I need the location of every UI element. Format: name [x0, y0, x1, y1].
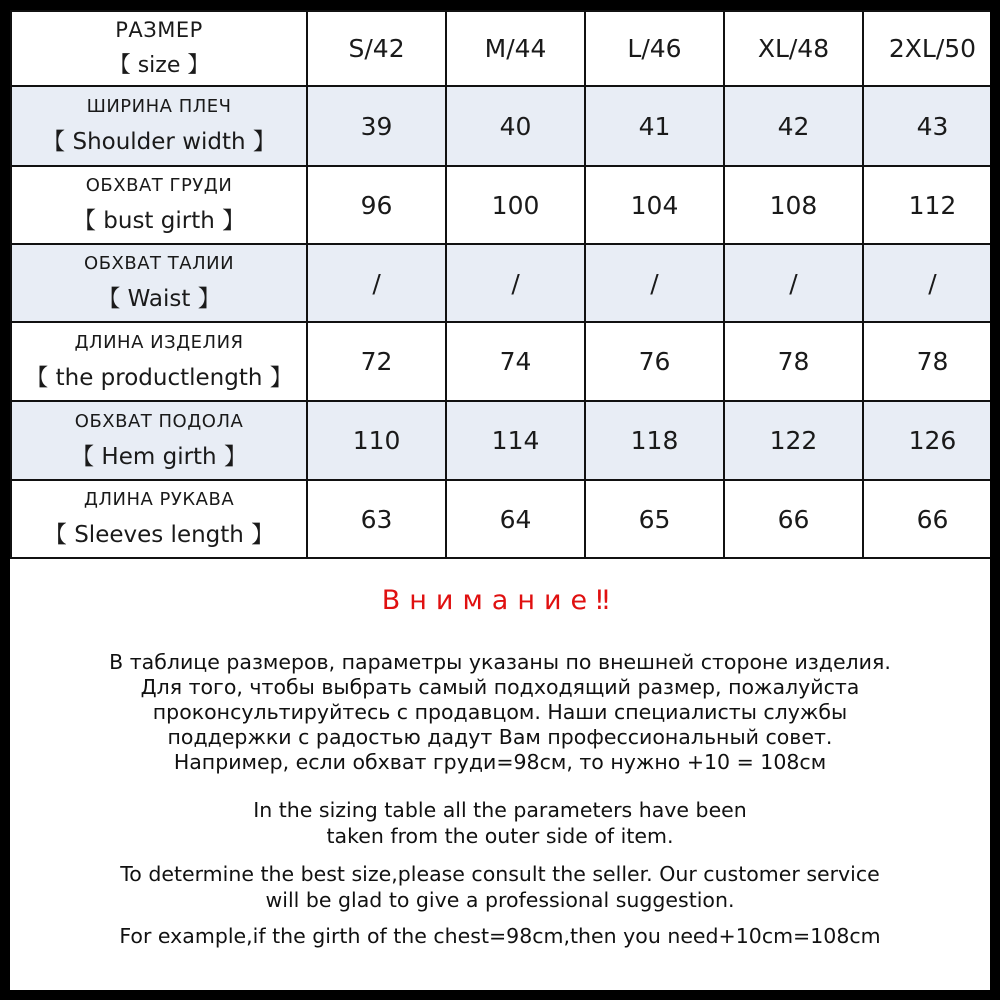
table-cell: 65 [585, 480, 724, 558]
notice-text-ru [10, 650, 990, 775]
row-label-ru: ШИРИНА ПЛЕЧ [86, 96, 232, 117]
notice-line: проконсультируйтесь с продавцом. Наши специалисты службы [152, 700, 848, 724]
size-label-ru: РАЗМЕР [115, 18, 203, 42]
table-cell: 96 [307, 166, 446, 244]
table-cell: 66 [863, 480, 990, 558]
notice-line: To determine the best size,please consult the seller. Our customer service [120, 862, 880, 886]
row-label [11, 166, 307, 244]
table-row [11, 166, 990, 244]
table-header-row [11, 11, 990, 86]
table-cell: 78 [863, 322, 990, 401]
notice-line: В таблице размеров, параметры указаны по внешней стороне изделия. [109, 650, 891, 674]
table-cell: 78 [724, 322, 863, 401]
table-row [11, 401, 990, 480]
row-label-ru: ОБХВАТ ТАЛИИ [84, 253, 235, 274]
notice-line: Например, если обхват груди=98см, то нужно +10 = 108см [173, 750, 827, 774]
row-label [11, 86, 307, 166]
table-cell: 64 [446, 480, 585, 558]
row-label-ru: ОБХВАТ ПОДОЛА [74, 410, 244, 432]
notice-line: Для того, чтобы выбрать самый подходящий размер, пожалуйста [140, 675, 860, 699]
notice-line: For example,if the girth of the chest=98cm,then you need+10cm=108cm [119, 924, 881, 948]
size-col-header: S/42 [307, 11, 446, 86]
table-cell: 112 [863, 166, 990, 244]
table-cell: 42 [724, 86, 863, 166]
size-col-header: M/44 [446, 11, 585, 86]
row-label [11, 244, 307, 322]
table-cell: 122 [724, 401, 863, 480]
row-label [11, 322, 307, 401]
size-col-header: L/46 [585, 11, 724, 86]
row-label-ru: ДЛИНА РУКАВА [83, 489, 235, 510]
table-cell: / [446, 244, 585, 322]
notice-line: In the sizing table all the parameters have been [253, 798, 747, 822]
table-cell: / [585, 244, 724, 322]
table-cell: 41 [585, 86, 724, 166]
size-table [10, 10, 990, 559]
table-row [11, 86, 990, 166]
table-cell: / [307, 244, 446, 322]
table-cell: 126 [863, 401, 990, 480]
row-label-en: 【 Waist 】 [97, 286, 221, 312]
row-label-en: 【 Shoulder width 】 [42, 129, 276, 155]
size-col-header: 2XL/50 [863, 11, 990, 86]
table-cell: 118 [585, 401, 724, 480]
row-label-en: 【 the productlength 】 [25, 364, 293, 391]
table-row [11, 322, 990, 401]
table-cell: 40 [446, 86, 585, 166]
table-cell: / [724, 244, 863, 322]
row-label [11, 401, 307, 480]
size-label-en: 【 size 】 [108, 53, 210, 78]
table-cell: 108 [724, 166, 863, 244]
row-label-en: 【 bust girth 】 [72, 208, 246, 234]
row-label-en: 【 Hem girth 】 [71, 443, 247, 470]
table-cell: 104 [585, 166, 724, 244]
table-cell: 63 [307, 480, 446, 558]
table-row [11, 480, 990, 558]
attention-title: Внимание‼ [381, 585, 619, 616]
table-cell: 114 [446, 401, 585, 480]
size-header-cell [11, 11, 307, 86]
row-label-ru: ОБХВАТ ГРУДИ [85, 175, 233, 196]
table-cell: 76 [585, 322, 724, 401]
table-cell: 72 [307, 322, 446, 401]
row-label-ru: ДЛИНА ИЗДЕЛИЯ [74, 331, 244, 353]
table-cell: 74 [446, 322, 585, 401]
row-label [11, 480, 307, 558]
notice-line: taken from the outer side of item. [326, 824, 674, 848]
table-cell: 110 [307, 401, 446, 480]
table-cell: / [863, 244, 990, 322]
notice-line: поддержки с радостью дадут Вам профессиональный совет. [167, 725, 833, 749]
table-cell: 66 [724, 480, 863, 558]
table-cell: 39 [307, 86, 446, 166]
table-cell: 43 [863, 86, 990, 166]
size-chart [10, 10, 990, 990]
table-cell: 100 [446, 166, 585, 244]
notice-text-en [10, 797, 990, 949]
notice-line: will be glad to give a professional suggestion. [265, 888, 735, 912]
row-label-en: 【 Sleeves length 】 [43, 522, 275, 548]
size-col-header: XL/48 [724, 11, 863, 86]
table-row [11, 244, 990, 322]
